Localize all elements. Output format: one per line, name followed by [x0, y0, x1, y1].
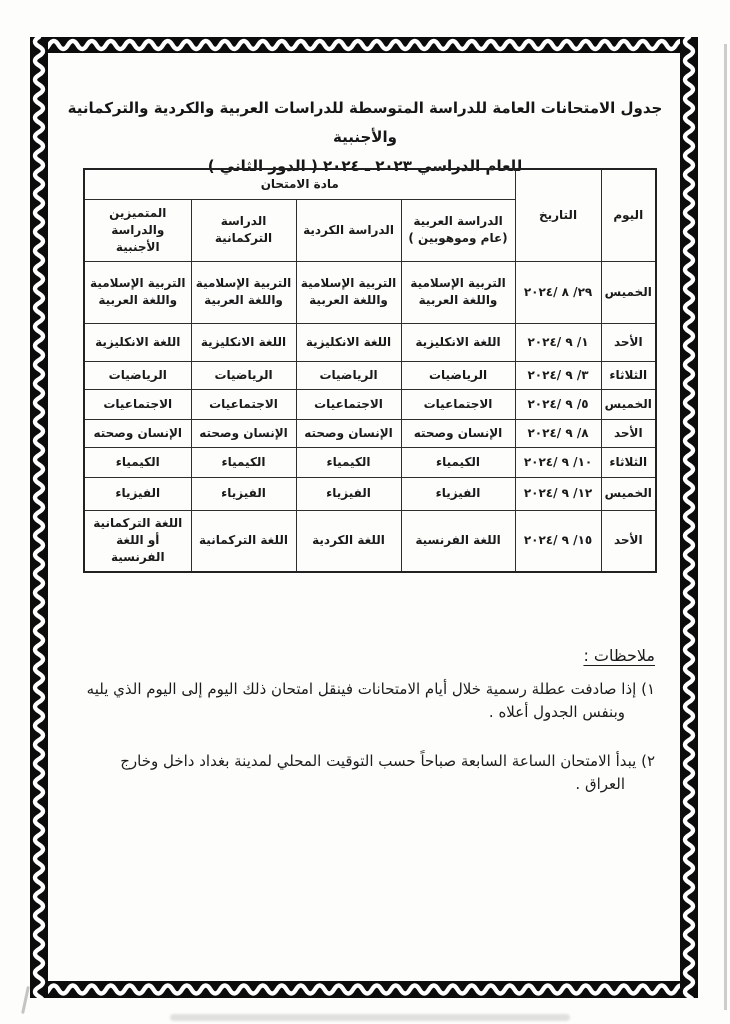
day-cell: الخميس — [601, 261, 656, 323]
day-cell: الثلاثاء — [601, 361, 656, 389]
subject-cell-distinguished: اللغة الانكليزية — [84, 323, 191, 361]
date-cell: ١٥/ ٩ /٢٠٢٤ — [515, 510, 601, 572]
subject-cell-turkmen: الرياضيات — [191, 361, 296, 389]
date-cell: ٥/ ٩ /٢٠٢٤ — [515, 389, 601, 419]
date-cell: ١٠/ ٩ /٢٠٢٤ — [515, 447, 601, 477]
scan-artifact-mark — [21, 986, 30, 1014]
subject-cell-distinguished: الكيمياء — [84, 447, 191, 477]
subject-cell-arabic: الاجتماعيات — [401, 389, 515, 419]
day-cell: الخميس — [601, 477, 656, 510]
subject-cell-turkmen: الفيزياء — [191, 477, 296, 510]
notes-section — [70, 644, 655, 796]
day-cell: الأحد — [601, 419, 656, 447]
frame-border-top — [30, 37, 698, 53]
subject-cell-arabic: اللغة الانكليزية — [401, 323, 515, 361]
subject-cell-distinguished: الرياضيات — [84, 361, 191, 389]
subject-cell-arabic: الكيمياء — [401, 447, 515, 477]
subject-cell-arabic: اللغة الفرنسية — [401, 510, 515, 572]
table-row — [84, 389, 656, 419]
subject-cell-turkmen: الكيمياء — [191, 447, 296, 477]
subject-cell-arabic: الإنسان وصحته — [401, 419, 515, 447]
subject-cell-kurdish: الكيمياء — [296, 447, 401, 477]
table-row — [84, 361, 656, 389]
header-date: التاريخ — [515, 169, 601, 261]
note-text: ١) إذا صادفت عطلة رسمية خلال أيام الامتحانات فينقل امتحان ذلك اليوم إلى اليوم الذي يليه — [86, 680, 655, 698]
exam-schedule-table — [83, 168, 657, 573]
day-cell: الأحد — [601, 323, 656, 361]
table-row — [84, 510, 656, 572]
note-item-2 — [70, 750, 655, 796]
scan-artifact-smudge — [170, 1014, 570, 1021]
notes-heading: ملاحظات : — [583, 646, 655, 665]
date-cell: ١/ ٩ /٢٠٢٤ — [515, 323, 601, 361]
wave-pattern-icon — [30, 981, 698, 998]
header-day: اليوم — [601, 169, 656, 261]
header-subject-group: مادة الامتحان — [84, 169, 515, 199]
wave-pattern-icon — [680, 37, 698, 998]
date-cell: ١٢/ ٩ /٢٠٢٤ — [515, 477, 601, 510]
table-row — [84, 419, 656, 447]
subject-cell-turkmen: اللغة الانكليزية — [191, 323, 296, 361]
wave-pattern-icon — [30, 37, 698, 53]
wave-pattern-icon — [30, 37, 48, 998]
subject-cell-distinguished: الاجتماعيات — [84, 389, 191, 419]
subject-cell-kurdish: الرياضيات — [296, 361, 401, 389]
table-row — [84, 261, 656, 323]
table-row — [84, 447, 656, 477]
subject-cell-arabic: الفيزياء — [401, 477, 515, 510]
subject-cell-distinguished: التربية الإسلامية واللغة العربية — [84, 261, 191, 323]
subject-cell-arabic: التربية الإسلامية واللغة العربية — [401, 261, 515, 323]
subject-cell-turkmen: الإنسان وصحته — [191, 419, 296, 447]
frame-border-right — [680, 37, 698, 998]
subject-cell-arabic: الرياضيات — [401, 361, 515, 389]
date-cell: ٨/ ٩ /٢٠٢٤ — [515, 419, 601, 447]
header-study-distinguished: المتميزين والدراسة الأجنبية — [84, 199, 191, 261]
subject-cell-turkmen: التربية الإسلامية واللغة العربية — [191, 261, 296, 323]
frame-border-bottom — [30, 981, 698, 998]
frame-border-left — [30, 37, 48, 998]
subject-cell-kurdish: الاجتماعيات — [296, 389, 401, 419]
header-study-arabic: الدراسة العربية (عام وموهوبين ) — [401, 199, 515, 261]
note-text: وبنفس الجدول أعلاه . — [488, 703, 625, 721]
day-cell: الثلاثاء — [601, 447, 656, 477]
subject-cell-turkmen: الاجتماعيات — [191, 389, 296, 419]
day-cell: الخميس — [601, 389, 656, 419]
title-line-2: للعام الدراسي ٢٠٢٣ ـ ٢٠٢٤ ( الدور الثاني ) — [207, 157, 523, 175]
note-text: العراق . — [575, 775, 625, 793]
date-cell: ٣/ ٩ /٢٠٢٤ — [515, 361, 601, 389]
title-line-1: جدول الامتحانات العامة للدراسة المتوسطة للدراسات العربية والكردية والتركمانية والأجنبية — [67, 99, 663, 146]
note-item-1 — [70, 678, 655, 724]
date-cell: ٢٩/ ٨ /٢٠٢٤ — [515, 261, 601, 323]
header-study-kurdish: الدراسة الكردية — [296, 199, 401, 261]
subject-cell-kurdish: التربية الإسلامية واللغة العربية — [296, 261, 401, 323]
day-cell: الأحد — [601, 510, 656, 572]
note-text: ٢) يبدأ الامتحان الساعة السابعة صباحاً حسب التوقيت المحلي لمدينة بغداد داخل وخارج — [120, 752, 655, 770]
subject-cell-turkmen: اللغة التركمانية — [191, 510, 296, 572]
table-row — [84, 323, 656, 361]
subject-cell-distinguished: الإنسان وصحته — [84, 419, 191, 447]
subject-cell-kurdish: اللغة الكردية — [296, 510, 401, 572]
subject-cell-distinguished: الفيزياء — [84, 477, 191, 510]
subject-cell-distinguished: اللغة التركمانية أو اللغة الفرنسية — [84, 510, 191, 572]
scan-artifact-line — [724, 44, 727, 1010]
table-row — [84, 477, 656, 510]
subject-cell-kurdish: الإنسان وصحته — [296, 419, 401, 447]
header-study-turkmen: الدراسة التركمانية — [191, 199, 296, 261]
subject-cell-kurdish: اللغة الانكليزية — [296, 323, 401, 361]
subject-cell-kurdish: الفيزياء — [296, 477, 401, 510]
